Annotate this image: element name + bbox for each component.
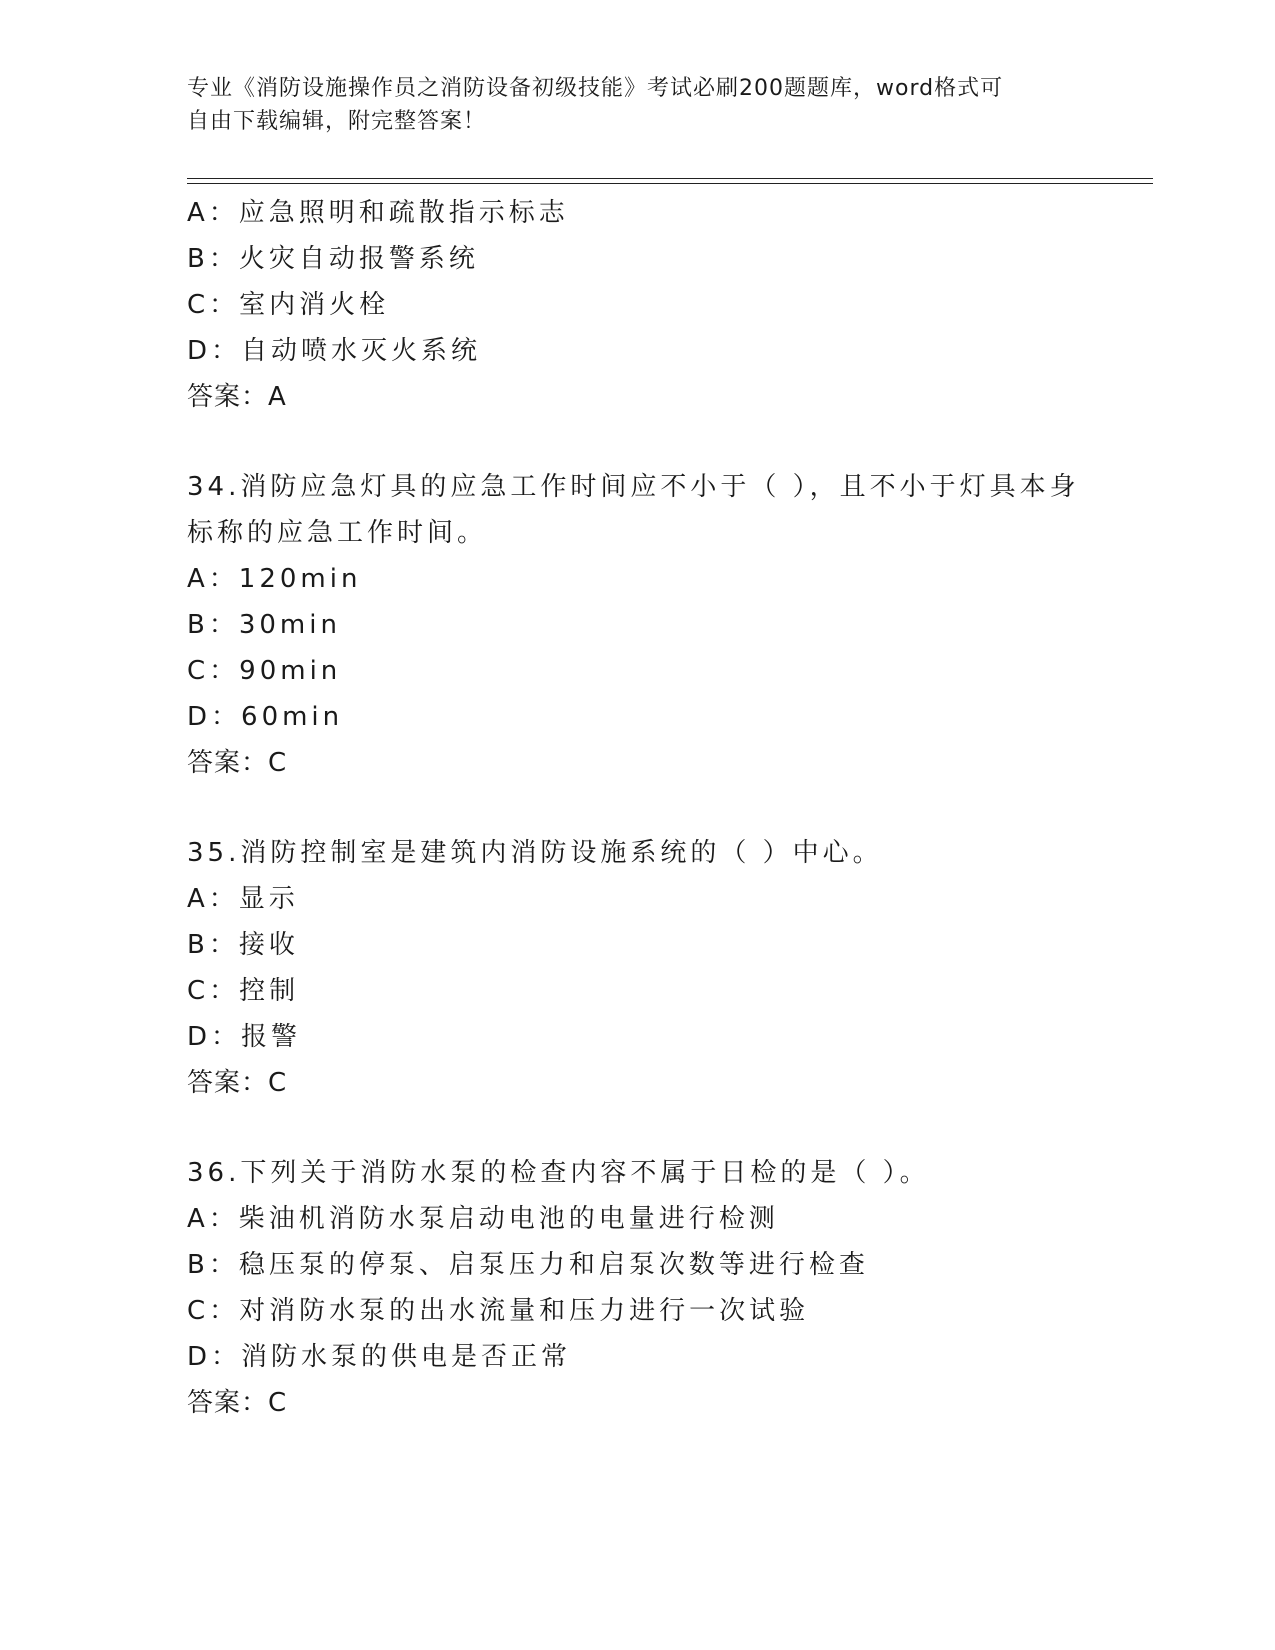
question-33-block [187, 190, 1087, 420]
option-a: A：显示 [187, 884, 299, 914]
option-c: C：室内消火栓 [187, 290, 390, 320]
document-header [187, 72, 1087, 138]
header-divider-bottom [187, 183, 1153, 184]
option-d: D：报警 [187, 1022, 302, 1052]
question-list [187, 190, 1087, 1426]
question-35-block [187, 830, 1087, 1106]
option-a: A：应急照明和疏散指示标志 [187, 198, 569, 228]
header-line-1: 专业《消防设施操作员之消防设备初级技能》考试必刷200题题库，word格式可 [187, 76, 1004, 101]
option-b: B：火灾自动报警系统 [187, 244, 479, 274]
answer: 答案：C [187, 1388, 288, 1418]
option-b: B：稳压泵的停泵、启泵压力和启泵次数等进行检查 [187, 1250, 869, 1280]
option-a: A：柴油机消防水泵启动电池的电量进行检测 [187, 1204, 779, 1234]
question-stem: 36.下列关于消防水泵的检查内容不属于日检的是（ ）。 [187, 1158, 930, 1188]
option-b: B：30min [187, 610, 341, 640]
question-stem-line-1: 34.消防应急灯具的应急工作时间应不小于（ ），且不小于灯具本身 [187, 472, 1080, 502]
option-c: C：对消防水泵的出水流量和压力进行一次试验 [187, 1296, 810, 1326]
option-c: C：90min [187, 656, 342, 686]
answer: 答案：C [187, 748, 288, 778]
option-d: D：消防水泵的供电是否正常 [187, 1342, 572, 1372]
option-a: A：120min [187, 564, 362, 594]
header-divider-top [187, 178, 1153, 179]
option-c: C：控制 [187, 976, 300, 1006]
question-stem-line-2: 标称的应急工作时间。 [187, 518, 488, 548]
answer: 答案：C [187, 1068, 288, 1098]
option-d: D：60min [187, 702, 344, 732]
option-b: B：接收 [187, 930, 299, 960]
option-d: D：自动喷水灭火系统 [187, 336, 482, 366]
question-36-block [187, 1150, 1087, 1426]
question-stem: 35.消防控制室是建筑内消防设施系统的（ ）中心。 [187, 838, 883, 868]
answer: 答案：A [187, 382, 287, 412]
header-line-2: 自由下载编辑，附完整答案！ [187, 109, 487, 134]
question-34-block [187, 464, 1087, 786]
